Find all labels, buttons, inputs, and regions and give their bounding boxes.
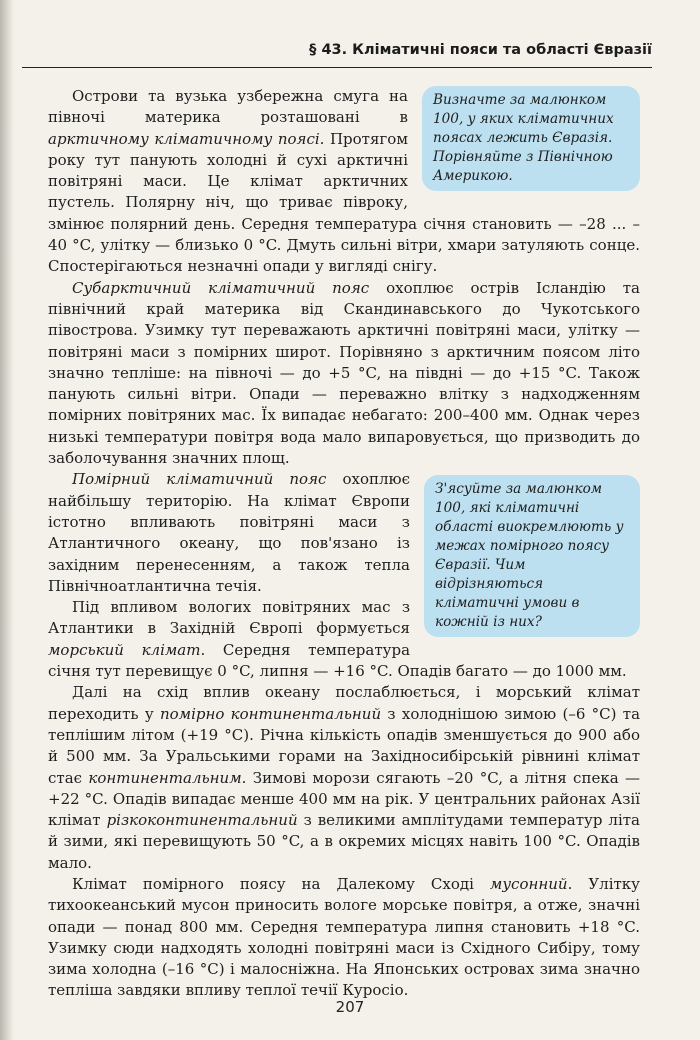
term-monsoon: мусонний — [489, 874, 568, 893]
term-moderately-continental: помірно континентальний — [159, 704, 382, 723]
page-body — [48, 86, 640, 1002]
term-sharply-continental: різкоконтинентальний — [106, 811, 298, 830]
paragraph-continental: Далі на схід вплив океану послаблюється, і морський клімат переходить у помірно континентальний з холоднішою зимою (–6 °C) та теплішим літом (+19 °C). Річна кількість опадів зменшується до 900 або й 500 мм. За Уральськими горами на Західносибірській рівнині клімат стає континентальним. Зимові морози сягають –20 °C, а літня спека — +22 °C. Опадів випадає менше 400 мм на рік. У центральних районах Азії клімат різкоконтинентальний з великими амплітудами температур літа й зими, які перевищують 50 °C, а в окремих місцях навіть 100 °C. Опадів мало. — [48, 683, 641, 872]
term-arctic-belt: арктичному кліматичному поясі — [48, 129, 320, 148]
page-number: 207 — [335, 998, 365, 1016]
book-spine-shadow — [0, 0, 14, 1040]
term-subarctic-belt: Субарктичний кліматичний пояс — [72, 278, 370, 297]
paragraph-monsoon: Клімат помірного поясу на Далекому Сході мусонний. Улітку тихоокеанський мусон приносить вологе морське повітря, а отже, значні опади — понад 800 мм. Середня температура липня становить +18 °C. Узимку сюди надходять холодні повітряні маси із Східного Сибіру, тому зима холодна (–16 °C) і малосніжна. На Японських островах зима значно тепліша завдяки впливу теплої течії Куросіо. — [48, 874, 640, 1000]
task-note-climate-regions: З'ясуйте за малюнком 100, які кліматичні області виокремлюють у межах помірного поясу Євразії. Чим відрізняються кліматичні умови в кожній із них? — [424, 475, 640, 637]
task-note-climate-belts: Визначте за малюнком 100, у яких кліматичних поясах лежить Євразія. Порівняйте з Північною Америкою. — [422, 86, 640, 191]
section-title: § 43. Кліматичні пояси та області Євразії — [309, 42, 652, 58]
paragraph-subarctic: Субарктичний кліматичний пояс охоплює острів Ісландію та північний край материка від Скандинавського до Чукотського півострова. Узимку тут переважають арктичні повітряні маси, улітку — повітряні маси з помірних широт. Порівняно з арктичним поясом літо значно тепліше: на півночі — до +5 °C, на півдні — до +15 °C. Також панують сильні вітри. Опади — переважно влітку з надходженням помірних повітряних мас. Їх випадає небагато: 200–400 мм. Однак через низькі температури повітря вода мало випаровується, що призводить до заболочування значних площ. — [48, 278, 640, 468]
term-temperate-belt: Помірний кліматичний пояс — [72, 470, 327, 489]
term-continental: континентальним — [88, 768, 242, 787]
paragraph-arctic: Острови та вузька узбережна смуга на півночі материка розташовані в арктичному кліматичному поясі. Протягом року тут панують холодні й сухі арктичні повітряні маси. Це клімат арктичних пустель. Полярну ніч, що триває півроку, змінює полярний день. Середня температура січня становить — –28 ... –40 °C, улітку — близько 0 °C. Дмуть сильні вітри, хмари затуляють сонце. Спостерігаються незначні опади у вигляді снігу. — [48, 87, 640, 276]
paragraph-maritime: Під впливом вологих повітряних мас з Атлантики в Західній Європі формується морський клімат. Середня температура січня тут перевищує 0 °C, липня — +16 °C. Опадів багато — до 1000 мм. — [48, 598, 627, 681]
term-maritime-climate: морський клімат — [48, 640, 201, 659]
paragraph-temperate: Помірний кліматичний пояс охоплює найбільшу територію. На клімат Європи істотно впливають повітряні маси з Атлантичного океану, що пов'язано із західним перенесенням, а також тепла Північноатлантична течія. — [48, 470, 410, 595]
header-rule — [22, 67, 652, 68]
